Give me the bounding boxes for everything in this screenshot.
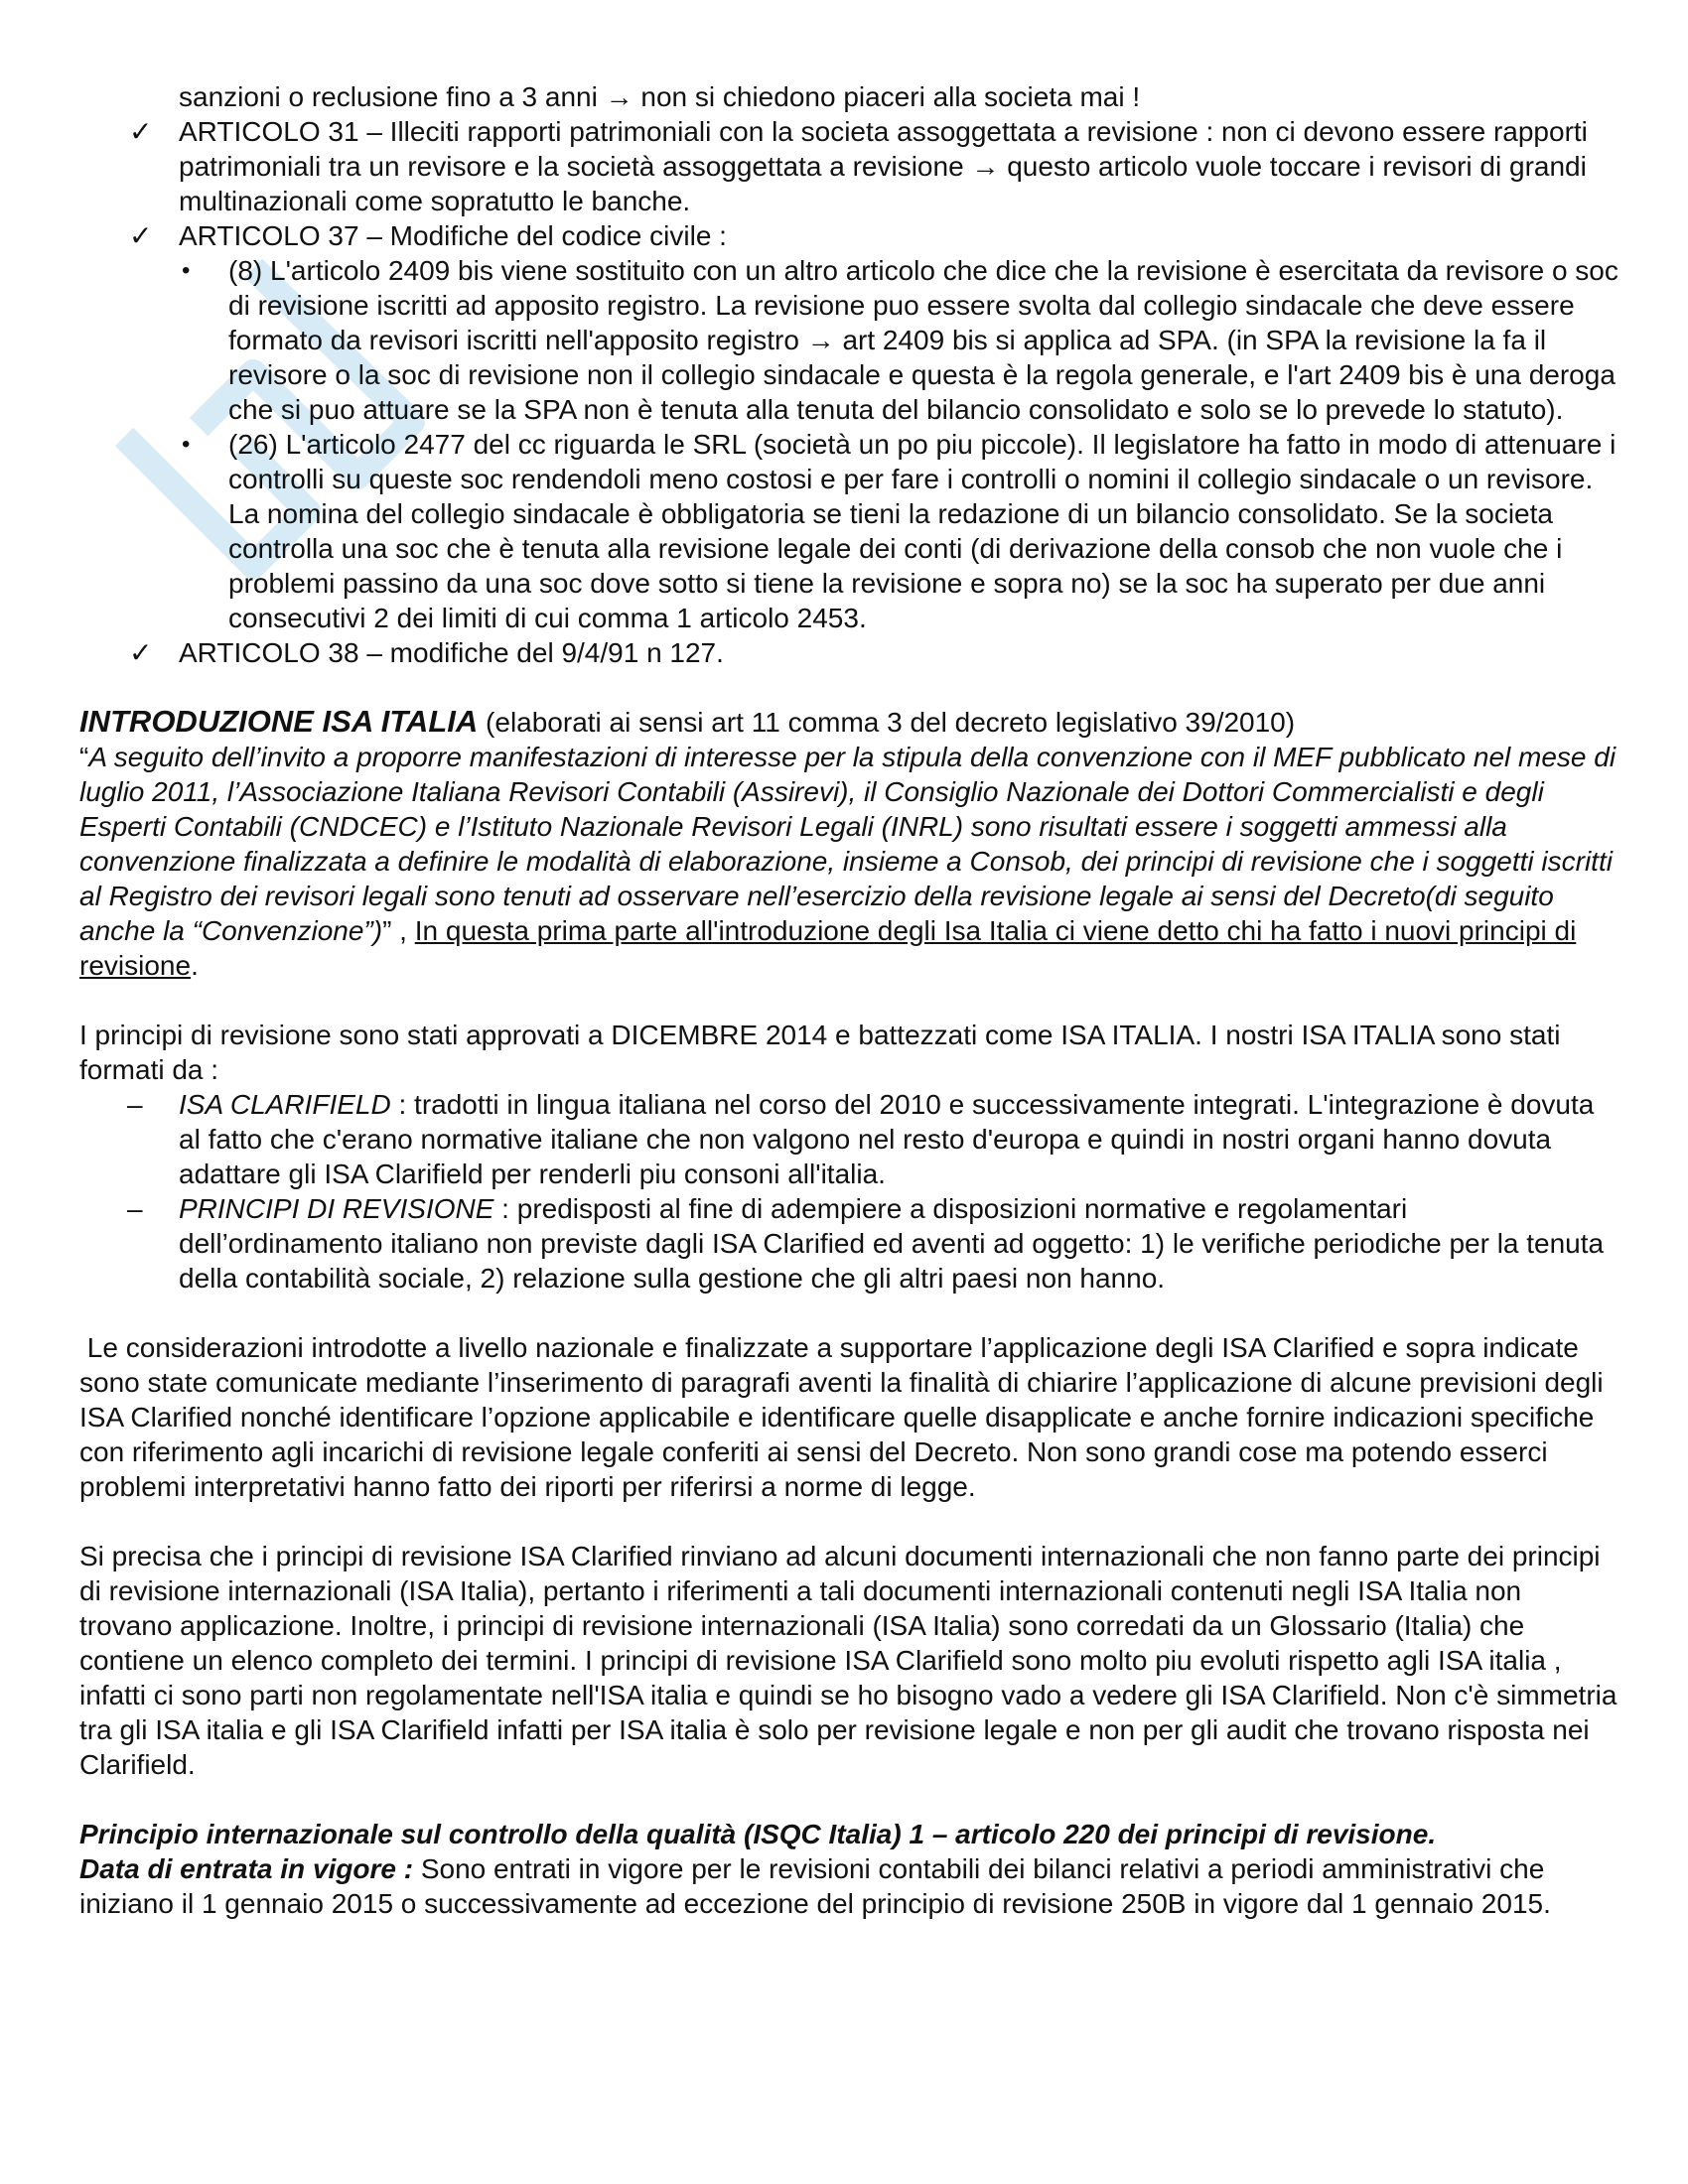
bullet-item-text: (8) L'articolo 2409 bis viene sostituito con un altro articolo che dice che la revisione è esercitata da revisore o soc di revisione iscritti ad apposito registro. La revisione puo essere svolta dal collegio sindacale che deve essere formato da revisori iscritti nell'apposito registro → art 2409 bis si applica ad SPA. (in SPA la revisione la fa il revisore o la soc di revisione non il collegio sindacale e questa è la regola generale, e l'art 2409 bis è una deroga che si puo attuare se la SPA non è tenuta alla tenuta del bilancio consolidato e solo se lo prevede lo statuto).	[228, 255, 1618, 425]
check-icon: ✓	[129, 637, 153, 668]
continuation-line: sanzioni o reclusione fino a 3 anni → non si chiedono piaceri alla societa mai !	[179, 81, 1141, 112]
intro-quote: A seguito dell’invito a proporre manifestazioni di interesse per la stipula della convenzione con il MEF pubblicato nel mese di luglio 2011, l’Associazione Italiana Revisori Contabili (Assirevi), il Consiglio Nazionale dei Dottori Commercialisti e degli Esperti Contabili (CNDCEC) e l’Istituto Nazionale Revisori Legali (INRL) sono risultati essere i soggetti ammessi alla convenzione finalizzata a definire le modalità di elaborazione, insieme a Consob, dei principi di revisione che i soggetti iscritti al Registro dei revisori legali sono tenuti ad osservare nell’esercizio della revisione legale ai sensi del Decreto(di seguito anche la “Convenzione”)	[79, 742, 1617, 946]
intro-quote-paragraph	[79, 740, 1618, 983]
bullet-item-art-8	[79, 253, 1618, 427]
close-quote-mark: ” ,	[382, 915, 415, 946]
dash-item-text: : predisposti al fine di adempiere a disposizioni normative e regolamentari dell’ordinamento italiano non previste dagli ISA Clarified ed aventi ad oggetto: 1) le verifiche periodiche per la tenuta della contabilità sociale, 2) relazione sulla gestione che gli altri paesi non hanno.	[179, 1193, 1605, 1294]
principi-paragraph: I principi di revisione sono stati approvati a DICEMBRE 2014 e battezzati come ISA ITALIA. I nostri ISA ITALIA sono stati formati da :	[79, 1020, 1561, 1085]
check-item-text: ARTICOLO 31 – Illeciti rapporti patrimoniali con la societa assoggettata a revisione : non ci devono essere rapporti patrimoniali tra un revisore e la società assoggettata a revisione → questo articolo vuole toccare i revisori di grandi multinazionali come sopratutto le banche.	[179, 116, 1588, 216]
check-icon: ✓	[129, 220, 153, 251]
check-item-articolo-31	[79, 114, 1618, 218]
check-item-articolo-38	[79, 635, 1618, 670]
bullet-icon: •	[182, 431, 191, 458]
intro-underlined-note: In questa prima parte all'introduzione degli Isa Italia ci viene detto chi ha fatto i nuovi principi di revisione	[79, 915, 1577, 981]
precisa-paragraph: Si precisa che i principi di revisione ISA Clarified rinviano ad alcuni documenti internazionali che non fanno parte dei principi di revisione internazionali (ISA Italia), pertanto i riferimenti a tali documenti internazionali contenuti negli ISA Italia non trovano applicazione. Inoltre, i principi di revisione internazionali (ISA Italia) sono corredati da un Glossario (Italia) che contiene un elenco completo dei termini. I principi di revisione ISA Clarifield sono molto piu evoluti rispetto agli ISA italia , infatti ci sono parti non regolamentate nell'ISA italia e quindi se ho bisogno vado a vedere gli ISA Clarifield. Non c'è simmetria tra gli ISA italia e gli ISA Clarifield infatti per ISA italia è solo per revisione legale e non per gli audit che trovano risposta nei Clarifield.	[79, 1541, 1618, 1780]
considerazioni-paragraph: Le considerazioni introdotte a livello nazionale e finalizzate a supportare l’applicazione degli ISA Clarified e sopra indicate sono state comunicate mediante l’inserimento di paragrafi aventi la finalità di chiarire l’applicazione di alcune previsioni degli ISA Clarified nonché identificare l’opzione applicabile e identificare quelle disapplicate e anche fornire indicazioni specifiche con riferimento agli incarichi di revisione legale conferiti ai sensi del Decreto. Non sono grandi cose ma potendo esserci problemi interpretativi hanno fatto dei riporti per riferirsi a norme di legge.	[79, 1332, 1612, 1502]
check-item-text: ARTICOLO 38 – modifiche del 9/4/91 n 127.	[179, 637, 724, 668]
isqc-text: Sono entrati in vigore per le revisioni contabili dei bilanci relativi a periodi amministrativi che iniziano il 1 gennaio 2015 o successivamente ad eccezione del principio di revisione 250B in vigore dal 1 gennaio 2015.	[79, 1853, 1551, 1919]
dash-icon: –	[127, 1193, 143, 1224]
check-item-text: ARTICOLO 37 – Modifiche del codice civile :	[179, 220, 727, 251]
bullet-icon: •	[182, 257, 191, 284]
dash-item-label: ISA CLARIFIELD	[179, 1089, 391, 1120]
intro-title: INTRODUZIONE ISA ITALIA	[79, 704, 479, 739]
intro-subtitle: (elaborati ai sensi art 11 comma 3 del decreto legislativo 39/2010)	[478, 707, 1296, 738]
bullet-item-art-26	[79, 427, 1618, 635]
dash-icon: –	[127, 1089, 143, 1120]
check-item-articolo-37	[79, 218, 1618, 253]
dash-item-text: : tradotti in lingua italiana nel corso del 2010 e successivamente integrati. L'integrazione è dovuta al fatto che c'erano normative italiane che non valgono nel resto d'europa e quindi in nostri organi hanno dovuta adattare gli ISA Clarifield per renderli piu consoni all'italia.	[179, 1089, 1595, 1189]
dash-item-principi-di-revisione	[79, 1191, 1618, 1296]
open-quote-mark: “	[79, 742, 89, 772]
document-page	[79, 79, 1618, 1921]
isqc-paragraph	[79, 1851, 1618, 1921]
isqc-heading	[79, 1817, 1618, 1851]
check-icon: ✓	[129, 116, 153, 147]
dash-item-label: PRINCIPI DI REVISIONE	[179, 1193, 494, 1224]
isqc-title: Principio internazionale sul controllo della qualità (ISQC Italia) 1 – articolo 220 dei principi di revisione.	[79, 1819, 1437, 1849]
isqc-label: Data di entrata in vigore :	[79, 1853, 414, 1884]
dash-item-isa-clarifield	[79, 1087, 1618, 1191]
bullet-item-text: (26) L'articolo 2477 del cc riguarda le SRL (società un po piu piccole). Il legislatore ha fatto in modo di attenuare i controlli su queste soc rendendoli meno costosi e per fare i controlli o nomini il collegio sindacale o un revisore. La nomina del collegio sindacale è obbligatoria se tieni la redazione di un bilancio consolidato. Se la societa controlla una soc che è tenuta alla revisione legale dei conti (di derivazione della consob che non vuole che i problemi passino da una soc dove sotto si tiene la revisione e sopra no) se la soc ha superato per due anni consecutivi 2 dei limiti di cui comma 1 articolo 2453.	[228, 429, 1617, 633]
intro-end: .	[191, 950, 199, 981]
intro-heading	[79, 704, 1618, 740]
